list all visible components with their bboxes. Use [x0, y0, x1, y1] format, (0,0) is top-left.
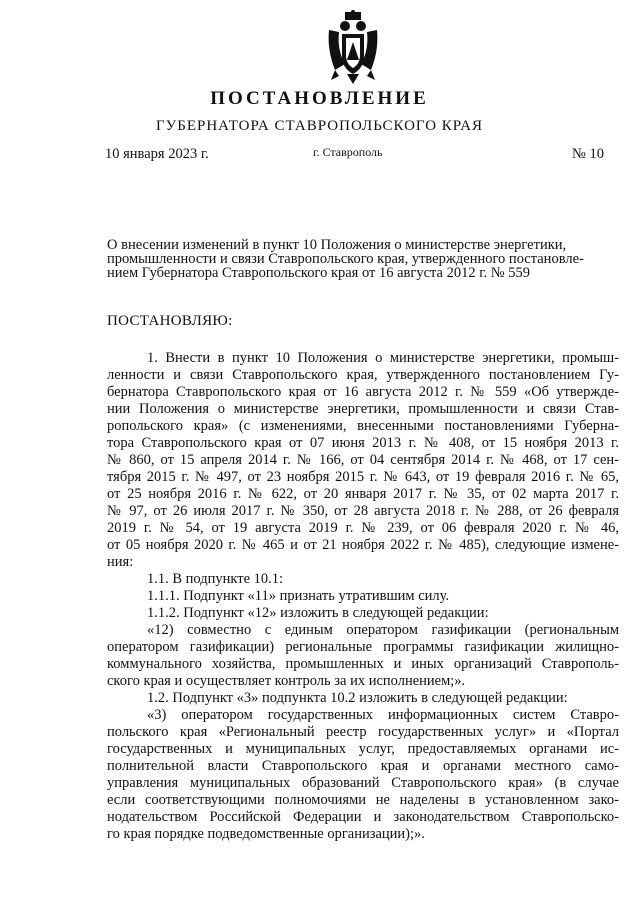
document-number: № 10 — [572, 146, 604, 162]
body-line: нии Положения о министерстве энергетики, промышленности и связи Став- — [107, 401, 619, 417]
body-line: ропольского края» (с изменениями, внесенными постановлениями Губерна- — [107, 418, 619, 434]
document-city: г. Ставрополь — [313, 145, 383, 159]
document-body — [107, 350, 619, 843]
body-line: 1.1.2. Подпункт «12» изложить в следующей редакции: — [147, 605, 489, 621]
body-line: 2019 г. № 54, от 19 августа 2019 г. № 239, от 06 февраля 2020 г. № 46, — [107, 520, 619, 536]
body-line: нодательством Российской Федерации и законодательством Ставропольско- — [107, 809, 619, 825]
body-line: «3) оператором государственных информационных систем Ставро- — [147, 707, 619, 723]
body-line: польского края «Региональный реестр государственных услуг» и «Портал — [107, 724, 619, 740]
subject-line: О внесении изменений в пункт 10 Положения о министерстве энергетики, — [107, 237, 567, 253]
body-line: 1.2. Подпункт «3» подпункта 10.2 изложить в следующей редакции: — [147, 690, 568, 706]
body-line: го края порядке подведомственные организации);». — [107, 826, 425, 842]
body-line: тора Ставропольского края от 07 июня 2013 г. № 408, от 15 ноября 2013 г. — [107, 435, 619, 451]
body-line: управления муниципальных образований Ставропольского края» (в случае — [107, 775, 619, 791]
body-line: ленности и связи Ставропольского края, утвержденного постановлением Гу- — [107, 367, 619, 383]
body-line: полнительной власти Ставропольского края и органами местного само- — [107, 758, 619, 774]
body-line: тября 2015 г. № 497, от 23 ноября 2015 г. № 643, от 19 февраля 2016 г. № 65, — [107, 469, 619, 485]
document-title: ПОСТАНОВЛЕНИЕ — [210, 88, 429, 109]
body-line: № 97, от 26 июля 2017 г. № 350, от 28 августа 2018 г. № 288, от 26 февраля — [107, 503, 619, 519]
body-line: 1. Внести в пункт 10 Положения о министерстве энергетики, промыш- — [147, 350, 619, 366]
body-line: 1.1.1. Подпункт «11» признать утратившим силу. — [147, 588, 450, 604]
coat-of-arms-icon — [325, 10, 381, 86]
subject-line: нием Губернатора Ставропольского края от 16 августа 2012 г. № 559 — [107, 265, 530, 281]
body-line: от 05 ноября 2020 г. № 465 и от 21 ноября 2022 г. № 485), следующие измене- — [107, 537, 619, 553]
body-line: бернатора Ставропольского края от 16 августа 2012 г. № 559 «Об утвержде- — [107, 384, 619, 400]
subject-line: промышленности и связи Ставропольского края, утвержденного постановле- — [107, 251, 584, 267]
document-subject — [107, 238, 619, 280]
body-line: 1.1. В подпункте 10.1: — [147, 571, 284, 587]
decree-word: ПОСТАНОВЛЯЮ: — [107, 313, 233, 329]
body-line: если соответствующими полномочиями не наделены в установленном зако- — [107, 792, 619, 808]
body-line: от 25 ноября 2016 г. № 622, от 20 января 2017 г. № 35, от 02 марта 2017 г. — [107, 486, 619, 502]
document-date: 10 января 2023 г. — [105, 146, 209, 162]
body-line: ния: — [107, 554, 134, 570]
issuer-title: ГУБЕРНАТОРА СТАВРОПОЛЬСКОГО КРАЯ — [155, 118, 484, 134]
body-line: № 860, от 15 апреля 2014 г. № 166, от 04 сентября 2014 г. № 468, от 17 сен- — [107, 452, 619, 468]
body-line: коммунального хозяйства, промышленных и иных организаций Ставрополь- — [107, 656, 619, 672]
body-line: государственных и муниципальных услуг, предоставляемых органами ис- — [107, 741, 619, 757]
body-line: ского края и осуществляет контроль за их исполнением;». — [107, 673, 466, 689]
body-line: оператором газификации) региональные программы газификации жилищно- — [107, 639, 619, 655]
body-line: «12) совместно с единым оператором газификации (региональным — [147, 622, 619, 638]
